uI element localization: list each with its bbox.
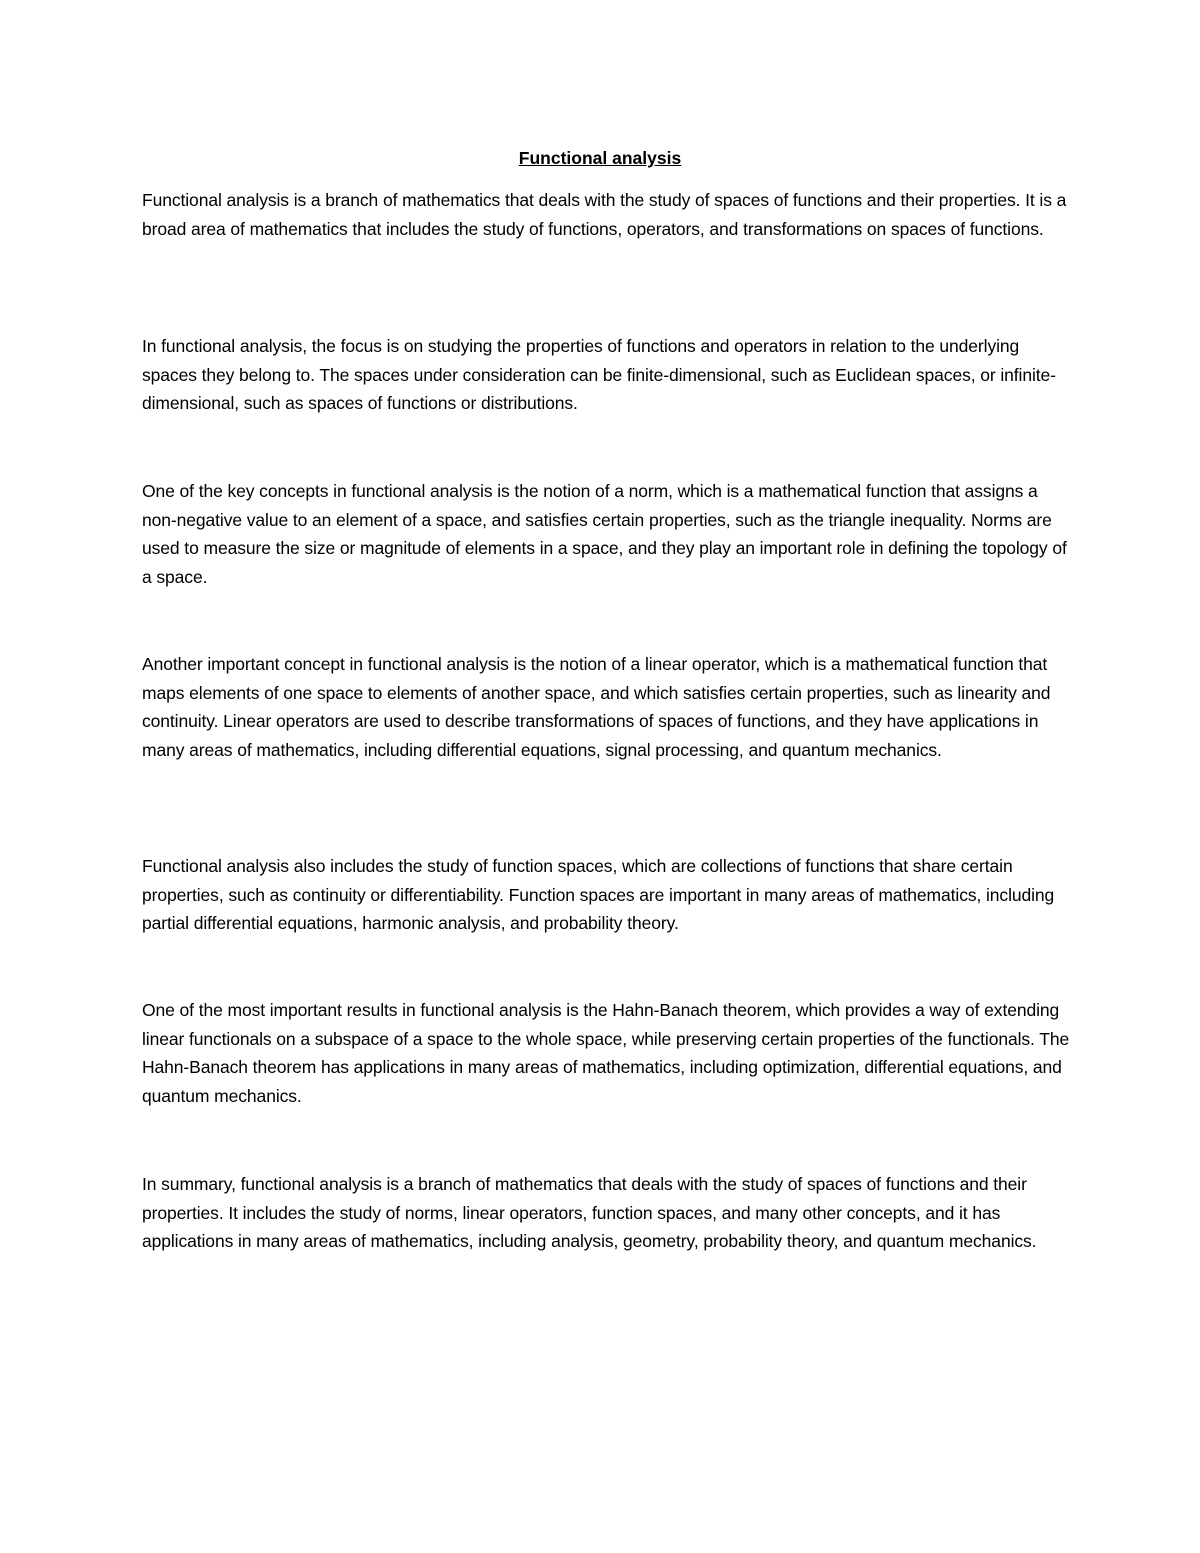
paragraph-underlying-spaces: In functional analysis, the focus is on studying the properties of functions and operators in relation to the underlying spaces they belong to. The spaces under consideration can be finite-dimensional, such as Euclidean spaces, or infinite-dimensional, such as spaces of functions or distributions. [142, 336, 1056, 413]
paragraph-norm: One of the key concepts in functional analysis is the notion of a norm, which is a mathematical function that assigns a non-negative value to an element of a space, and satisfies certain properties, such as the triangle inequality. Norms are used to measure the size or magnitude of elements in a space, and they play an important role in defining the topology of a space. [142, 481, 1067, 587]
paragraph-hahn-banach: One of the most important results in functional analysis is the Hahn-Banach theorem, which provides a way of extending linear functionals on a subspace of a space to the whole space, while preserving certain properties of the functionals. The Hahn-Banach theorem has applications in many areas of mathematics, including optimization, differential equations, and quantum mechanics. [142, 1000, 1070, 1106]
document-title: Functional analysis [518, 148, 682, 168]
paragraph-linear-operator: Another important concept in functional analysis is the notion of a linear operator, which is a mathematical function that maps elements of one space to elements of another space, and which satisfies certain properties, such as linearity and continuity. Linear operators are used to describe transformations of spaces of functions, and they have applications in many areas of mathematics, including differential equations, signal processing, and quantum mechanics. [142, 654, 1051, 760]
paragraph-function-spaces: Functional analysis also includes the study of function spaces, which are collections of functions that share certain properties, such as continuity or differentiability. Function spaces are important in many areas of mathematics, including partial differential equations, harmonic analysis, and probability theory. [142, 856, 1055, 933]
paragraph-summary: In summary, functional analysis is a branch of mathematics that deals with the study of spaces of functions and their properties. It includes the study of norms, linear operators, function spaces, and many other concepts, and it has applications in many areas of mathematics, including analysis, geometry, probability theory, and quantum mechanics. [142, 1174, 1037, 1251]
paragraph-introduction: Functional analysis is a branch of mathematics that deals with the study of spaces of functions and their properties. It is a broad area of mathematics that includes the study of functions, operators, and transformations on spaces of functions. [142, 190, 1067, 239]
